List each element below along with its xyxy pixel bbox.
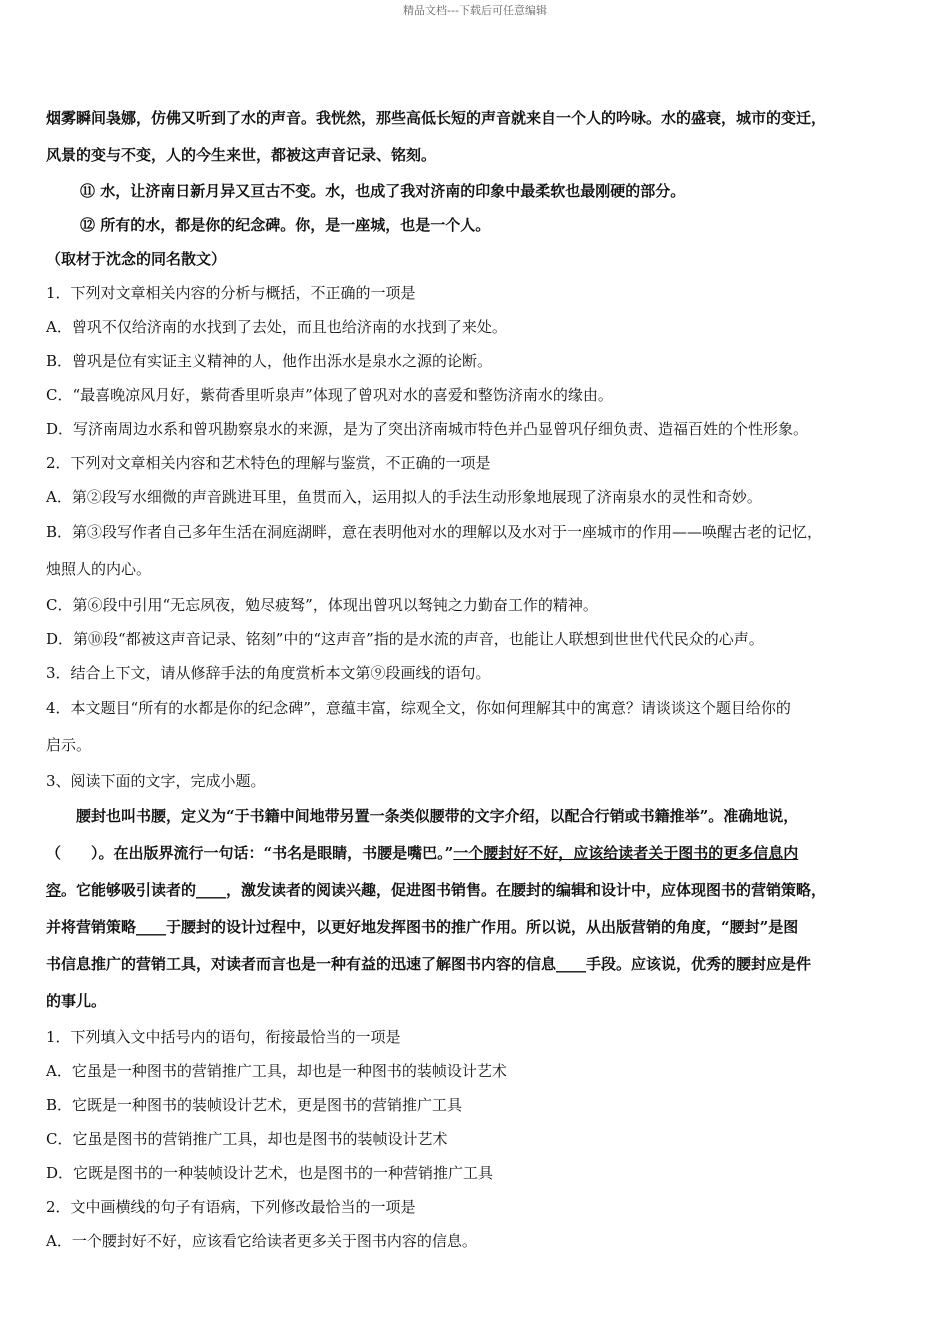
- option-b: B．曾巩是位有实证主义精神的人，他作出泺水是泉水之源的论断。: [46, 352, 493, 370]
- option-d: D．第⑩段“都被这声音记录、铭刻”中的“这声音”指的是水流的声音，也能让人联想到世世代代民众的心声。: [46, 630, 764, 648]
- option-b-continued: 烛照人的内心。: [46, 560, 152, 578]
- option-b: B．它既是一种图书的装帧设计艺术，更是图书的营销推广工具: [46, 1096, 463, 1114]
- document-body: [46, 100, 908, 1258]
- option-a: A．一个腰封好不好，应该看它给读者更多关于图书内容的信息。: [46, 1232, 477, 1250]
- passage-line: 风景的变与不变，人的今生来世，都被这声音记录、铭刻。: [46, 146, 437, 164]
- passage-paragraph-12: ⑫ 所有的水，都是你的纪念碑。你，是一座城，也是一个人。: [80, 216, 491, 234]
- underlined-sentence: 容: [46, 881, 62, 899]
- option-a: A．它虽是一种图书的营销推广工具，却也是一种图书的装帧设计艺术: [46, 1062, 507, 1080]
- question-1: 1．下列对文章相关内容的分析与概括，不正确的一项是: [46, 284, 416, 302]
- question-2: 2．文中画横线的句子有语病，下列修改最恰当的一项是: [46, 1198, 416, 1216]
- option-b: B．第③段写作者自己多年生活在洞庭湖畔，意在表明他对水的理解以及水对于一座城市的作用——唤醒古老的记忆，: [46, 523, 823, 541]
- passage-text: （ ）。在出版界流行一句话：“书名是眼睛，书腰是嘴巴。”: [46, 844, 454, 862]
- passage-source: （取材于沈念的同名散文）: [46, 250, 227, 268]
- question-2: 2．下列对文章相关内容和艺术特色的理解与鉴赏，不正确的一项是: [46, 454, 491, 472]
- option-c: C．“最喜晚凉风月好，紫荷香里听泉声”体现了曾巩对水的喜爱和整饬济南水的缘由。: [46, 386, 613, 404]
- passage-line: 并将营销策略____于腰封的设计过程中，以更好地发挥图书的推广作用。所以说，从出版营销的角度，“腰封”是图: [46, 918, 799, 936]
- option-a: A．第②段写水细微的声音跳进耳里，鱼贯而入，运用拟人的手法生动形象地展现了济南泉水的灵性和奇妙。: [46, 488, 762, 506]
- passage-line: [46, 872, 908, 909]
- option-d: D．它既是图书的一种装帧设计艺术，也是图书的一种营销推广工具: [46, 1164, 494, 1182]
- passage-line: 腰封也叫书腰，定义为“于书籍中间地带另置一条类似腰带的文字介绍，以配合行销或书籍推举”。准确地说，: [76, 807, 799, 825]
- passage-line: 烟雾瞬间袅娜，仿佛又听到了水的声音。我恍然，那些高低长短的声音就来自一个人的吟咏。水的盛衰，城市的变迁，: [46, 109, 827, 127]
- question-4: 4．本文题目“所有的水都是你的纪念碑”，意蕴丰富，综观全文，你如何理解其中的寓意？请谈谈这个题目给你的: [46, 699, 791, 717]
- question-1: 1．下列填入文中括号内的语句，衔接最恰当的一项是: [46, 1028, 401, 1046]
- passage-paragraph-11: ⑪ 水，让济南日新月异又亘古不变。水，也成了我对济南的印象中最柔软也最刚硬的部分。: [80, 182, 686, 200]
- option-a: A．曾巩不仅给济南的水找到了去处，而且也给济南的水找到了来处。: [46, 318, 507, 336]
- passage-line: 的事儿。: [46, 992, 107, 1010]
- option-d: D．写济南周边水系和曾巩勘察泉水的来源，是为了突出济南城市特色并凸显曾巩仔细负责、造福百姓的个性形象。: [46, 420, 809, 438]
- section-intro: 3、阅读下面的文字，完成小题。: [46, 772, 266, 790]
- underlined-sentence: 一个腰封好不好，应该给读者关于图书的更多信息内: [453, 844, 799, 862]
- question-3: 3．结合上下文，请从修辞手法的角度赏析本文第⑨段画线的语句。: [46, 664, 491, 682]
- page-header: 精品文档---下载后可任意编辑: [403, 4, 547, 17]
- passage-text: 。它能够吸引读者的____，激发读者的阅读兴趣，促进图书销售。在腰封的编辑和设计中，应体现图书的营销策略，: [61, 881, 827, 899]
- option-c: C．第⑥段中引用“无忘夙夜，勉尽疲驽”，体现出曾巩以驽钝之力勤奋工作的精神。: [46, 596, 598, 614]
- passage-line: [46, 835, 908, 872]
- option-c: C．它虽是图书的营销推广工具，却也是图书的装帧设计艺术: [46, 1130, 448, 1148]
- question-4-continued: 启示。: [46, 736, 92, 754]
- passage-line: 书信息推广的营销工具，对读者而言也是一种有益的迅速了解图书内容的信息____手段。应该说，优秀的腰封应是件: [46, 955, 812, 973]
